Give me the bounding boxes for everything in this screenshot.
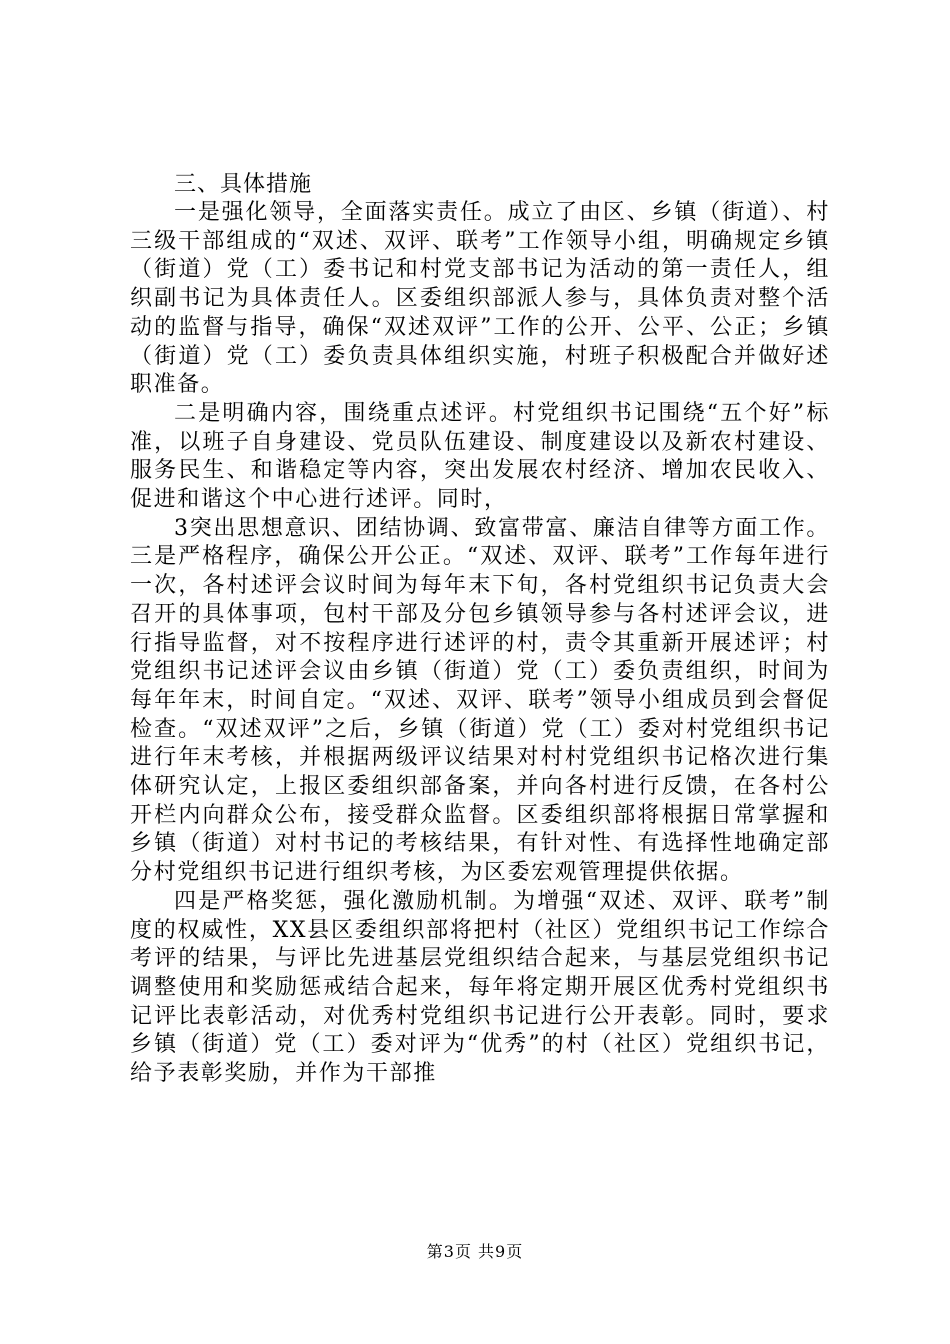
paragraph-strengthen-leadership: 一是强化领导，全面落实责任。成立了由区、乡镇（街道）、村三级干部组成的“双述、双评、联考”工作领导小组，明确规定乡镇（街道）党（工）委书记和村党支部书记为活动的第一责任人，组织副书记为具体责任人。区委组织部派人参与，具体负责对整个活动的监督与指导，确保“双述双评”工作的公开、公平、公正；乡镇（街道）党（工）委负责具体组织实施，村班子积极配合并做好述职准备。 — [130, 200, 830, 398]
document-body — [130, 170, 830, 1089]
paragraph-strict-procedure: 3突出思想意识、团结协调、致富带富、廉洁自律等方面工作。三是严格程序，确保公开公正。“双述、双评、联考”工作每年进行一次，各村述评会议时间为每年末下旬，各村党组织书记负责大会召开的具体事项，包村干部及分包乡镇领导参与各村述评会议，进行指导监督，对不按程序进行述评的村，责令其重新开展述评；村党组织书记述评会议由乡镇（街道）党（工）委负责组织，时间为每年年末，时间自定。“双述、双评、联考”领导小组成员到会督促检查。“双述双评”之后，乡镇（街道）党（工）委对村党组织书记进行年末考核，并根据两级评议结果对村村党组织书记格次进行集体研究认定，上报区委组织部备案，并向各村进行反馈，在各村公开栏内向群众公布，接受群众监督。区委组织部将根据日常掌握和乡镇（街道）对村书记的考核结果，有针对性、有选择性地确定部分村党组织书记进行组织考核，为区委宏观管理提供依据。 — [130, 515, 830, 886]
paragraph-clarify-content: 二是明确内容，围绕重点述评。村党组织书记围绕“五个好”标准，以班子自身建设、党员队伍建设、制度建设以及新农村建设、服务民生、和谐稳定等内容，突出发展农村经济、增加农民收入、促进和谐这个中心进行述评。同时， — [130, 400, 830, 513]
page-number-footer: 第3页 共9页 — [426, 1242, 524, 1261]
paragraph-rewards-penalties: 四是严格奖惩，强化激励机制。为增强“双述、双评、联考”制度的权威性，XX县区委组织部将把村（社区）党组织书记工作综合考评的结果，与评比先进基层党组织结合起来，与基层党组织书记调整使用和奖励惩戒结合起来，每年将定期开展区优秀村党组织书记评比表彰活动，对优秀村党组织书记进行公开表彰。同时，要求乡镇（街道）党（工）委对评为“优秀”的村（社区）党组织书记，给予表彰奖励，并作为干部推 — [130, 888, 830, 1087]
section-heading: 三、具体措施 — [174, 172, 313, 197]
